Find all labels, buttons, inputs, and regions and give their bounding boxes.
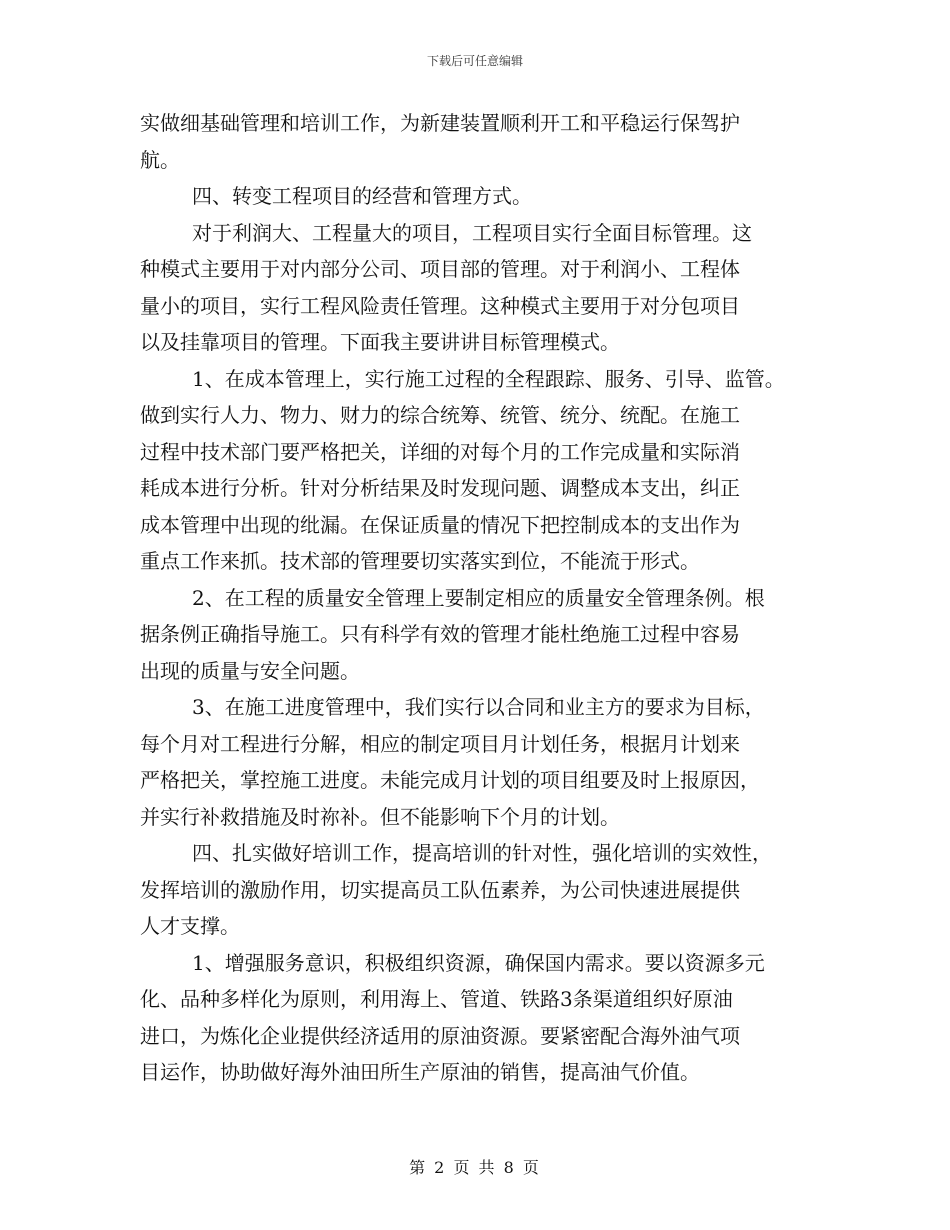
text-line: 并实行补救措施及时祢补。但不能影响下个月的计划。: [140, 804, 620, 829]
text-line: 每个月对工程进行分解，相应的制定项目月计划任务，根据月计划来: [140, 731, 740, 756]
text-line: 过程中技术部门要严格把关，详细的对每个月的工作完成量和实际消: [140, 439, 740, 464]
text-line: 3、在施工进度管理中，我们实行以合同和业主方的要求为目标，: [192, 695, 765, 719]
page-footer: 第 2 页 共 8 页: [409, 1158, 541, 1177]
text-line: 以及挂靠项目的管理。下面我主要讲讲目标管理模式。: [140, 330, 620, 354]
text-line: 对于利润大、工程量大的项目，工程项目实行全面目标管理。这: [192, 220, 752, 245]
text-line: 化、品种多样化为原则，利用海上、管道、铁路3条渠道组织好原油: [140, 987, 733, 1011]
text-line: 发挥培训的激励作用，切实提高员工队伍素养，为公司快速进展提供: [140, 877, 740, 902]
body-text: [140, 105, 815, 1091]
text-line: 据条例正确指导施工。只有科学有效的管理才能杜绝施工过程中容易: [140, 622, 740, 646]
text-line: 目运作，协助做好海外油田所生产原油的销售，提高油气价值。: [140, 1060, 700, 1084]
text-line: 种模式主要用于对内部分公司、项目部的管理。对于利润小、工程体: [140, 257, 740, 281]
text-line: 量小的项目，实行工程风险责任管理。这种模式主要用于对分包项目: [140, 293, 740, 318]
text-line: 四、扎实做好培训工作，提高培训的针对性，强化培训的实效性，: [192, 841, 772, 865]
text-line: 2、在工程的质量安全管理上要制定相应的质量安全管理条例。根: [192, 585, 765, 610]
text-line: 1、增强服务意识，积极组织资源，确保国内需求。要以资源多元: [192, 950, 765, 975]
page-header: 下载后可任意编辑: [426, 54, 523, 68]
text-line: 四、转变工程项目的经营和管理方式。: [192, 184, 532, 208]
text-line: 出现的质量与安全问题。: [140, 658, 360, 683]
text-line: 人才支撑。: [140, 914, 240, 938]
text-line: 耗成本进行分析。针对分析结果及时发现问题、调整成本支出，纠正: [140, 476, 740, 500]
text-line: 严格把关，掌控施工进度。未能完成月计划的项目组要及时上报原因，: [140, 768, 760, 792]
text-line: 进口，为炼化企业提供经济适用的原油资源。要紧密配合海外油气项: [140, 1023, 740, 1048]
text-line: 成本管理中出现的纰漏。在保证质量的情况下把控制成本的支出作为: [140, 512, 740, 537]
text-line: 实做细基础管理和培训工作，为新建装置顺利开工和平稳运行保驾护: [140, 111, 740, 135]
text-line: 航。: [140, 147, 180, 172]
text-line: 做到实行人力、物力、财力的综合统筹、统管、统分、统配。在施工: [140, 403, 740, 427]
text-line: 重点工作来抓。技术部的管理要切实落实到位，不能流于形式。: [140, 549, 700, 573]
text-line: 1、在成本管理上，实行施工过程的全程跟踪、服务、引导、监管。: [192, 366, 785, 391]
